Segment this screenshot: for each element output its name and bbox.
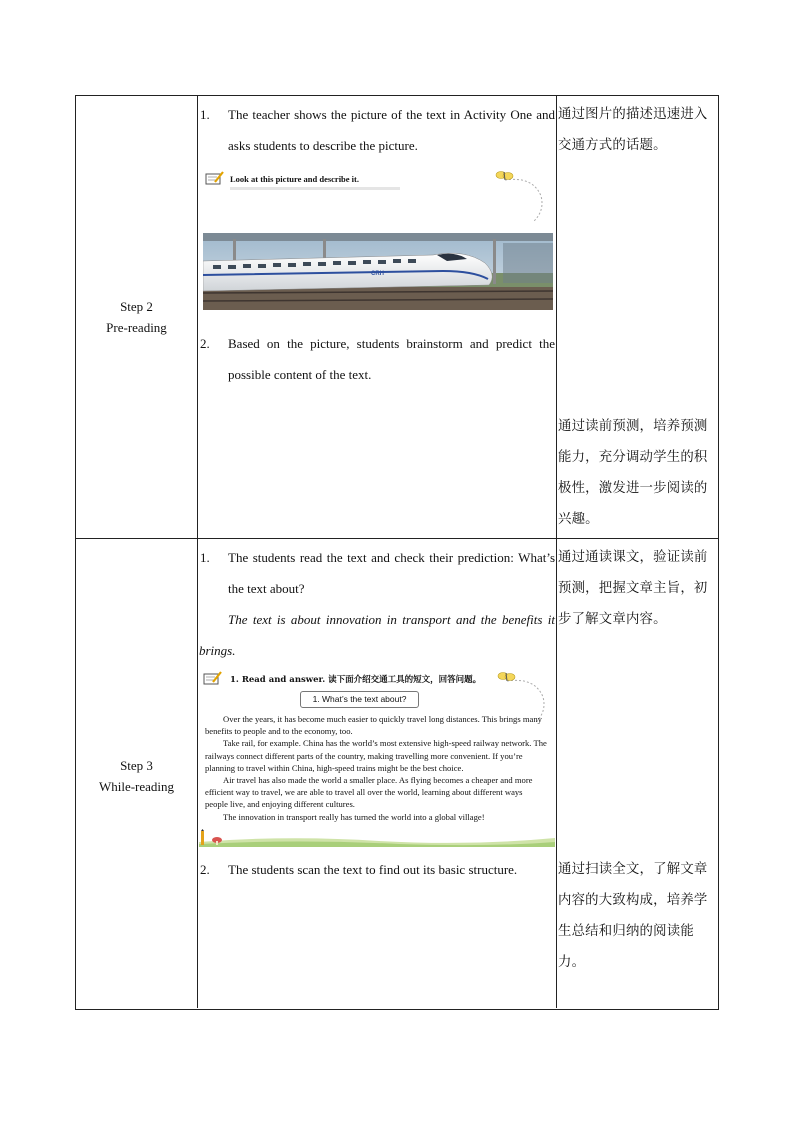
passage-paragraph: The innovation in transport really has turned the world into a global village!	[223, 811, 485, 822]
passage-paragraph: Take rail, for example. China has the world’s most extensive high-speed railway network. The railways connect different parts of the country, making travelling more convenient. If you’re planning to travel within China, high-speed trains might be the best choice.	[205, 738, 547, 773]
reading-passage	[205, 713, 547, 823]
design-note: 通过通读课文，验证读前预测，把握文章主旨，初步了解文章内容。	[558, 550, 708, 627]
table-row	[76, 96, 718, 539]
faded-subtitle	[230, 187, 400, 190]
item-number: 2.	[200, 862, 210, 877]
step-cell	[76, 755, 197, 797]
slide-title: 1. Read and answer. 读下面介绍交通工具的短文，回答问题。	[230, 675, 482, 685]
high-speed-train-image	[203, 233, 553, 310]
design-note: 通过扫读全文，了解文章内容的大致构成，培养学生总结和归纳的阅读能力。	[558, 862, 708, 970]
passage-paragraph: Over the years, it has become much easier to quickly travel long distances. This brings many benefits to people and to the economy, too.	[205, 714, 542, 737]
pencil-mushroom-icon	[199, 829, 227, 847]
slide-read-and-answer	[199, 667, 555, 847]
notebook-pencil-icon	[205, 171, 225, 186]
passage-paragraph: Air travel has also made the world a smaller place. As flying becomes a cheaper and more efficient way to travel, we are able to travel all over the world, learning about different ways people live, and enjoying different cultures.	[205, 775, 533, 810]
item-number: 1.	[200, 550, 210, 565]
activity-text: The students scan the text to find out its basic structure.	[228, 862, 518, 877]
slide-title: Look at this picture and describe it.	[230, 174, 360, 184]
design-note: 通过图片的描述迅速进入交通方式的话题。	[558, 107, 708, 153]
phase-label: While-reading	[98, 779, 175, 794]
design-note: 通过读前预测，培养预测能力，充分调动学生的积极性，激发进一步阅读的兴趣。	[558, 419, 708, 527]
item-number: 2.	[200, 336, 210, 351]
answer-text: The text is about innovation in transport and the benefits it brings.	[199, 612, 555, 658]
activity-text: The teacher shows the picture of the text in Activity One and asks students to describe the picture.	[228, 107, 555, 153]
step-cell	[76, 296, 197, 338]
step-label: Step 3	[120, 758, 153, 773]
svg-text:CRH: CRH	[371, 271, 384, 277]
question-box: 1. What’s the text about?	[300, 691, 419, 708]
notebook-pencil-icon	[203, 671, 223, 686]
step-label: Step 2	[120, 299, 153, 314]
slide-picture-description	[203, 166, 553, 311]
decorative-wave	[199, 833, 555, 847]
item-number: 1.	[200, 107, 210, 122]
butterfly-icon	[493, 166, 553, 226]
activity-text: The students read the text and check their prediction: What’s the text about?	[228, 550, 555, 596]
lesson-plan-table	[75, 95, 719, 1010]
activity-text: Based on the picture, students brainstorm and predict the possible content of the text.	[228, 336, 555, 382]
phase-label: Pre-reading	[106, 320, 167, 335]
